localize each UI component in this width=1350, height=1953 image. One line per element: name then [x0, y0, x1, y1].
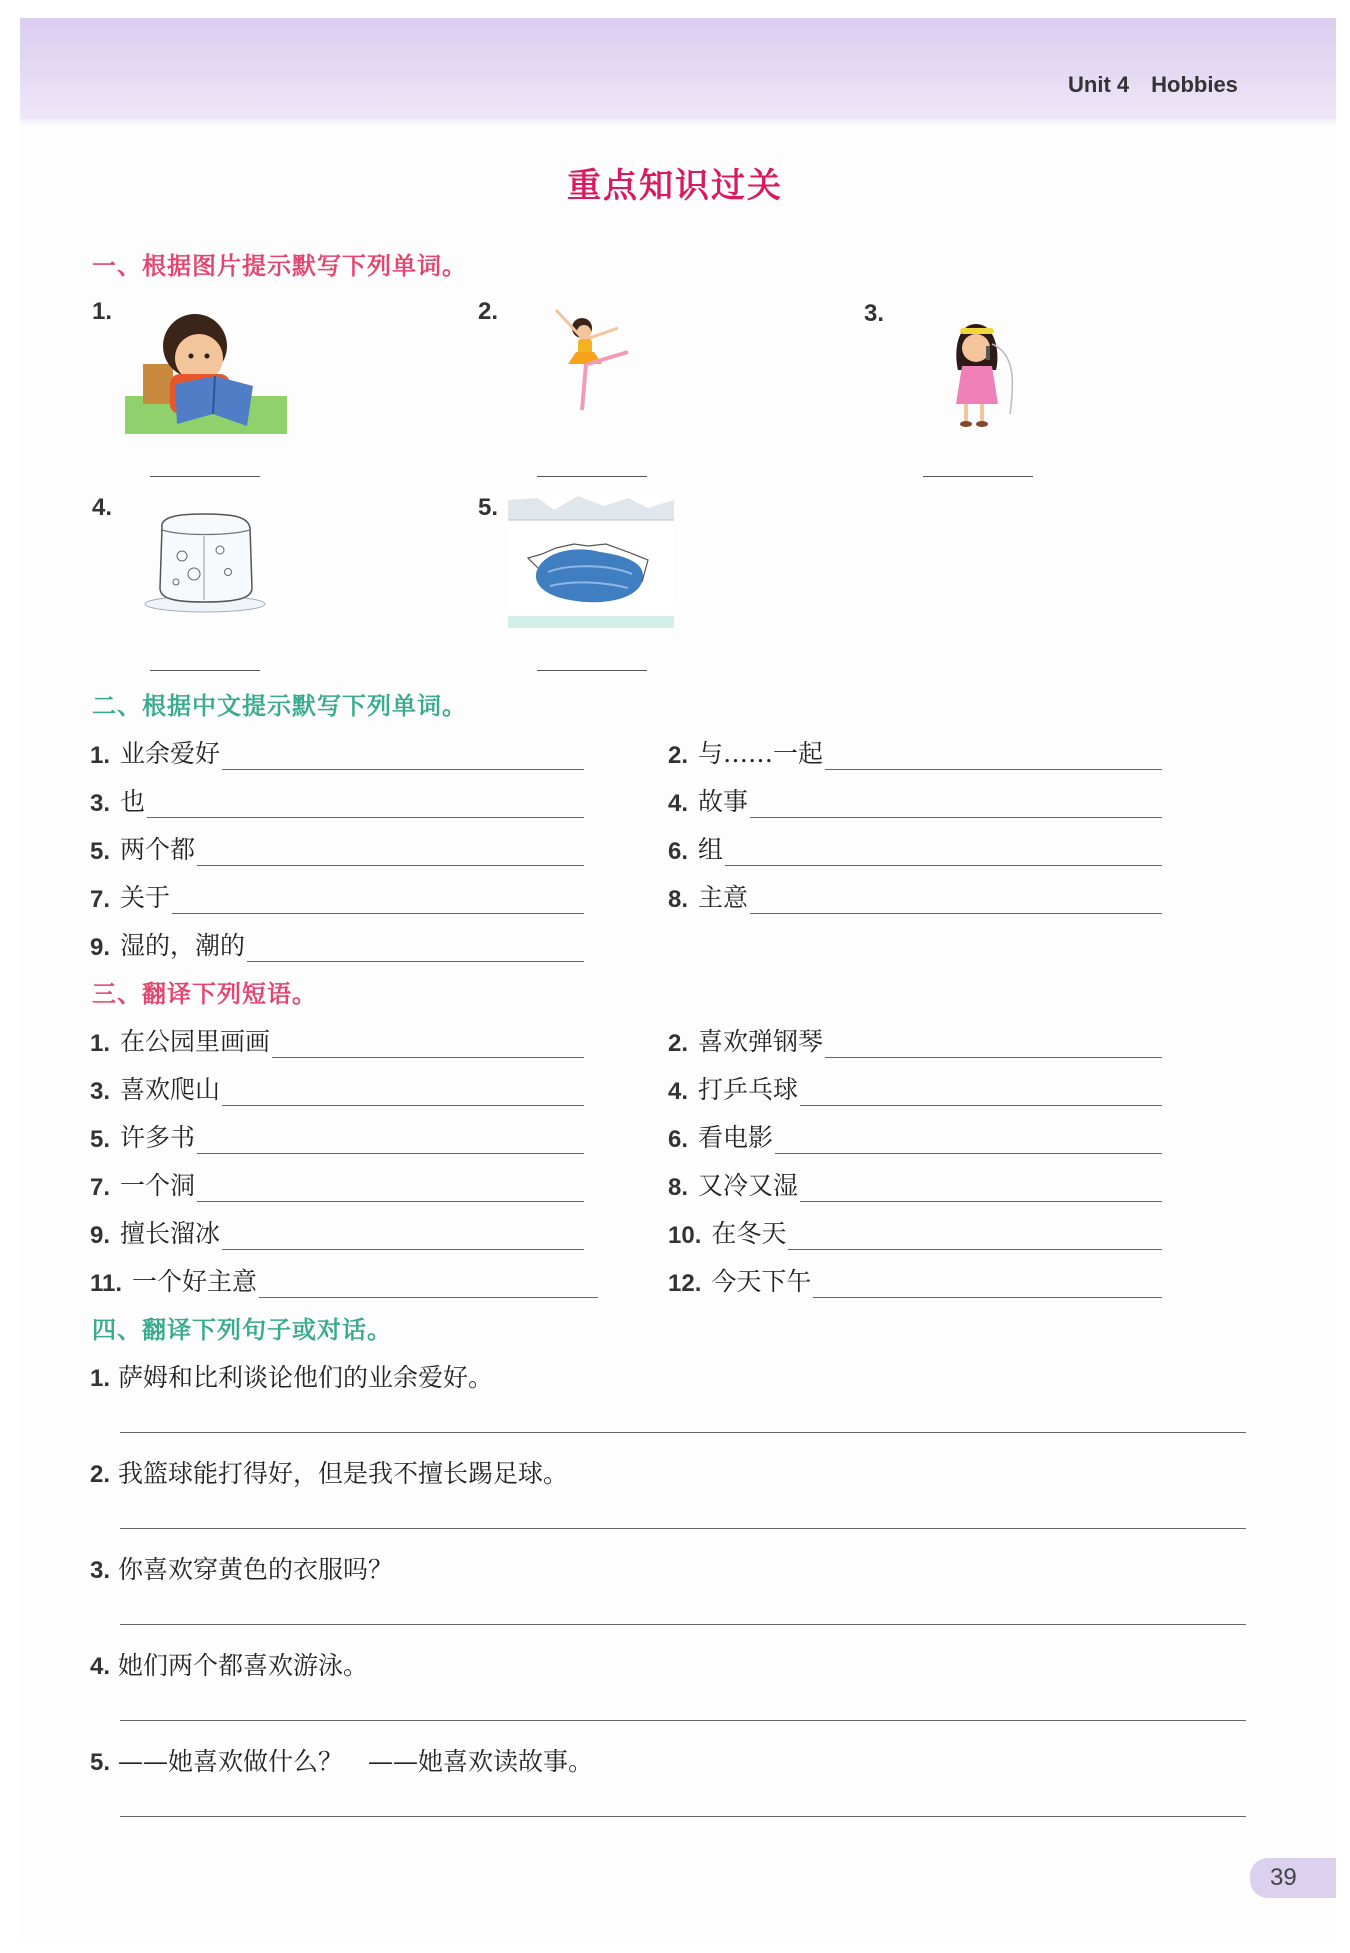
answer-blank[interactable]	[147, 789, 584, 818]
pic-item-4-blank[interactable]	[150, 670, 260, 671]
boy-reading-book-icon	[125, 304, 287, 438]
pic-item-3-blank[interactable]	[923, 476, 1033, 477]
answer-blank[interactable]	[825, 741, 1162, 770]
sentence-3-answer-line[interactable]	[120, 1624, 1246, 1625]
sentence-3: 3. 你喜欢穿黄色的衣服吗？	[90, 1555, 394, 1584]
phrase-row-10: 10. 在冬天	[668, 1214, 1162, 1250]
answer-blank[interactable]	[725, 837, 1162, 866]
answer-blank[interactable]	[775, 1125, 1162, 1154]
sentence-4-answer-line[interactable]	[120, 1720, 1246, 1721]
answer-blank[interactable]	[222, 741, 584, 770]
answer-blank[interactable]	[800, 1173, 1162, 1202]
page-title: 重点知识过关	[567, 166, 783, 206]
phrase-row-1: 1. 在公园里画画	[90, 1022, 584, 1058]
vocab-row-2: 2. 与……一起	[668, 734, 1162, 770]
sentence-1: 1. 萨姆和比利谈论他们的业余爱好。	[90, 1363, 494, 1392]
answer-blank[interactable]	[750, 885, 1162, 914]
pic-item-4-number: 4.	[92, 494, 113, 521]
pic-item-5-number: 5.	[478, 494, 499, 521]
vocab-row-3: 3. 也	[90, 782, 584, 818]
section2-heading: 二、根据中文提示默写下列单词。	[92, 692, 467, 720]
phrase-row-3: 3. 喜欢爬山	[90, 1070, 584, 1106]
pic-item-2-blank[interactable]	[537, 476, 647, 477]
girl-singing-icon	[936, 314, 1020, 432]
vocab-row-1: 1. 业余爱好	[90, 734, 584, 770]
pic-item-5-blank[interactable]	[537, 670, 647, 671]
vocab-row-5: 5. 两个都	[90, 830, 584, 866]
answer-blank[interactable]	[222, 1077, 584, 1106]
vocab-row-9: 9. 湿的，潮的	[90, 926, 584, 962]
unit-number: Unit 4	[1068, 72, 1130, 97]
answer-blank[interactable]	[272, 1029, 584, 1058]
phrase-row-9: 9. 擅长溜冰	[90, 1214, 584, 1250]
vocab-row-8: 8. 主意	[668, 878, 1162, 914]
girl-dancing-icon	[548, 306, 638, 434]
pic-item-3-number: 3.	[864, 300, 885, 327]
page-number: 39	[1250, 1858, 1336, 1898]
hole-in-ice-icon	[508, 494, 674, 632]
phrase-row-8: 8. 又冷又湿	[668, 1166, 1162, 1202]
answer-blank[interactable]	[197, 1173, 584, 1202]
vocab-row-6: 6. 组	[668, 830, 1162, 866]
answer-blank[interactable]	[825, 1029, 1162, 1058]
phrase-row-7: 7. 一个洞	[90, 1166, 584, 1202]
section1-heading: 一、根据图片提示默写下列单词。	[92, 252, 467, 280]
pic-item-1-blank[interactable]	[150, 476, 260, 477]
sentence-4: 4. 她们两个都喜欢游泳。	[90, 1651, 369, 1680]
phrase-row-5: 5. 许多书	[90, 1118, 584, 1154]
phrase-row-4: 4. 打乒乓球	[668, 1070, 1162, 1106]
answer-blank[interactable]	[813, 1269, 1162, 1298]
section4-heading: 四、翻译下列句子或对话。	[92, 1316, 392, 1344]
pic-item-2-number: 2.	[478, 298, 499, 325]
unit-label	[1068, 72, 1238, 98]
vocab-row-7: 7. 关于	[90, 878, 584, 914]
answer-blank[interactable]	[788, 1221, 1162, 1250]
sentence-2: 2. 我篮球能打得好，但是我不擅长踢足球。	[90, 1459, 569, 1488]
pic-item-1-number: 1.	[92, 298, 113, 325]
answer-blank[interactable]	[197, 1125, 584, 1154]
answer-blank[interactable]	[172, 885, 584, 914]
phrase-row-11: 11. 一个好主意	[90, 1262, 598, 1298]
sentence-5-answer-line[interactable]	[120, 1816, 1246, 1817]
answer-blank[interactable]	[259, 1269, 598, 1298]
phrase-row-12: 12. 今天下午	[668, 1262, 1162, 1298]
sentence-2-answer-line[interactable]	[120, 1528, 1246, 1529]
phrase-row-6: 6. 看电影	[668, 1118, 1162, 1154]
answer-blank[interactable]	[222, 1221, 584, 1250]
sentence-1-answer-line[interactable]	[120, 1432, 1246, 1433]
answer-blank[interactable]	[197, 837, 584, 866]
vocab-row-4: 4. 故事	[668, 782, 1162, 818]
answer-blank[interactable]	[750, 789, 1162, 818]
section3-heading: 三、翻译下列短语。	[92, 980, 317, 1008]
ice-cube-icon	[142, 508, 268, 618]
answer-blank[interactable]	[800, 1077, 1162, 1106]
sentence-5: 5. ——她喜欢做什么？ ——她喜欢读故事。	[90, 1747, 594, 1776]
header-band	[20, 18, 1336, 118]
phrase-row-2: 2. 喜欢弹钢琴	[668, 1022, 1162, 1058]
unit-topic: Hobbies	[1151, 72, 1238, 97]
answer-blank[interactable]	[247, 933, 584, 962]
